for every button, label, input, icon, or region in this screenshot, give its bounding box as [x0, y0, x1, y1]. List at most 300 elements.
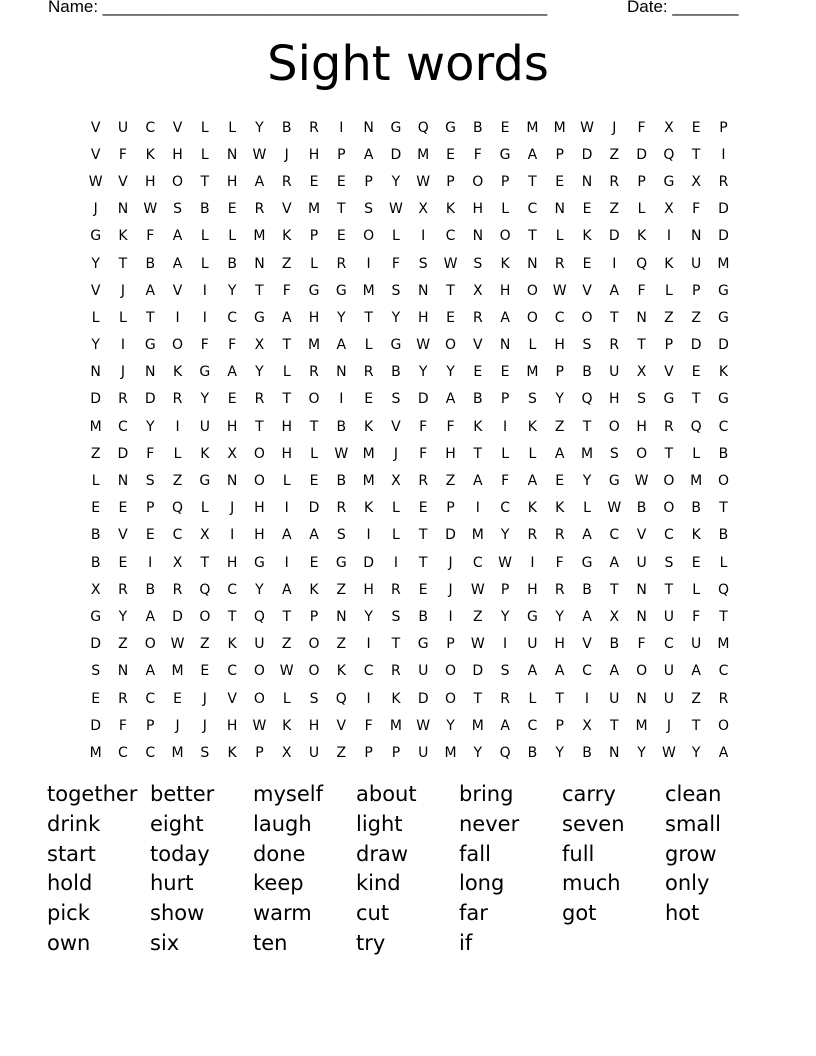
grid-letter[interactable]: P [146, 717, 155, 734]
grid-letter[interactable]: M [362, 282, 375, 299]
grid-letter[interactable]: G [199, 473, 211, 490]
grid-letter[interactable]: E [227, 391, 237, 408]
grid-letter[interactable]: G [254, 554, 265, 571]
grid-letter[interactable]: N [226, 473, 238, 490]
grid-letter[interactable]: D [144, 391, 156, 408]
grid-letter[interactable]: A [445, 391, 456, 408]
grid-letter[interactable]: L [282, 473, 291, 490]
grid-letter[interactable]: B [718, 527, 729, 544]
grid-letter[interactable]: W [143, 201, 158, 218]
grid-letter[interactable]: G [90, 608, 102, 625]
grid-letter[interactable]: T [391, 636, 401, 653]
grid-letter[interactable]: L [200, 500, 209, 517]
grid-letter[interactable]: K [445, 201, 456, 218]
grid-letter[interactable]: M [526, 364, 539, 381]
grid-letter[interactable]: J [120, 364, 126, 381]
grid-letter[interactable]: Y [255, 119, 264, 136]
grid-letter[interactable]: Z [200, 636, 210, 653]
grid-letter[interactable]: K [282, 228, 292, 245]
grid-letter[interactable]: B [227, 255, 237, 272]
grid-letter[interactable]: B [582, 364, 592, 381]
grid-letter[interactable]: Z [281, 255, 292, 272]
grid-letter[interactable]: Z [664, 309, 674, 326]
grid-letter[interactable]: L [583, 500, 591, 517]
grid-letter[interactable]: V [582, 282, 592, 299]
grid-letter[interactable]: W [661, 744, 676, 761]
grid-letter[interactable]: C [500, 500, 510, 517]
grid-letter[interactable]: Y [337, 309, 346, 326]
grid-letter[interactable]: W [252, 717, 267, 734]
grid-letter[interactable]: M [307, 201, 321, 218]
grid-letter[interactable]: O [444, 337, 457, 354]
grid-letter[interactable]: W [470, 636, 485, 653]
grid-letter[interactable]: E [582, 201, 592, 218]
grid-letter[interactable]: V [473, 337, 483, 354]
grid-letter[interactable]: S [418, 255, 428, 272]
grid-letter[interactable]: I [175, 418, 180, 435]
grid-letter[interactable]: N [363, 119, 374, 136]
grid-letter[interactable]: B [90, 554, 101, 571]
date-field[interactable]: Date: _______ [627, 0, 739, 16]
grid-letter[interactable]: S [173, 201, 182, 218]
grid-letter[interactable]: T [200, 173, 210, 190]
grid-letter[interactable]: W [634, 473, 649, 490]
grid-letter[interactable]: F [228, 337, 237, 354]
grid-letter[interactable]: I [284, 554, 289, 571]
grid-letter[interactable]: L [228, 119, 237, 136]
grid-letter[interactable]: L [692, 581, 701, 598]
grid-letter[interactable]: L [555, 228, 564, 245]
grid-letter[interactable]: D [90, 717, 102, 734]
grid-letter[interactable]: N [254, 255, 265, 272]
grid-letter[interactable]: Y [555, 391, 564, 408]
grid-letter[interactable]: X [609, 608, 620, 625]
grid-letter[interactable]: G [144, 337, 156, 354]
grid-letter[interactable]: W [388, 201, 403, 218]
grid-letter[interactable]: J [202, 717, 207, 734]
grid-letter[interactable]: N [336, 608, 347, 625]
grid-letter[interactable]: V [90, 119, 101, 136]
grid-letter[interactable]: T [255, 282, 264, 299]
grid-letter[interactable]: B [145, 581, 156, 598]
grid-letter[interactable]: T [473, 445, 483, 462]
grid-letter[interactable]: I [503, 636, 508, 653]
grid-letter[interactable]: F [446, 418, 455, 435]
grid-letter[interactable]: H [554, 337, 565, 354]
grid-letter[interactable]: E [418, 581, 428, 598]
grid-letter[interactable]: B [336, 418, 347, 435]
grid-letter[interactable]: W [252, 146, 267, 163]
grid-letter[interactable]: Z [336, 744, 347, 761]
grid-letter[interactable]: G [417, 636, 429, 653]
grid-letter[interactable]: D [90, 636, 102, 653]
grid-letter[interactable]: E [555, 173, 565, 190]
grid-letter[interactable]: T [664, 445, 674, 462]
grid-letter[interactable]: G [718, 282, 729, 299]
grid-letter[interactable]: I [202, 282, 207, 299]
grid-letter[interactable]: D [718, 228, 729, 245]
grid-letter[interactable]: Y [446, 717, 455, 734]
grid-letter[interactable]: A [609, 663, 620, 680]
grid-letter[interactable]: Y [391, 173, 401, 190]
grid-letter[interactable]: A [691, 663, 701, 680]
grid-letter[interactable]: O [663, 473, 675, 490]
grid-letter[interactable]: M [389, 717, 402, 734]
grid-letter[interactable]: C [663, 527, 674, 544]
grid-letter[interactable]: H [254, 500, 265, 517]
grid-letter[interactable]: K [664, 255, 674, 272]
grid-letter[interactable]: H [417, 309, 429, 326]
grid-letter[interactable]: Q [253, 608, 265, 625]
grid-letter[interactable]: C [145, 690, 156, 707]
grid-letter[interactable]: T [473, 690, 483, 707]
grid-letter[interactable]: Q [417, 119, 429, 136]
grid-letter[interactable]: K [582, 228, 592, 245]
grid-letter[interactable]: N [636, 690, 647, 707]
grid-letter[interactable]: I [284, 500, 289, 517]
grid-letter[interactable]: E [446, 146, 455, 163]
grid-letter[interactable]: D [608, 228, 620, 245]
grid-letter[interactable]: W [580, 119, 594, 136]
grid-letter[interactable]: V [664, 364, 674, 381]
grid-letter[interactable]: I [366, 690, 371, 707]
grid-letter[interactable]: G [390, 337, 402, 354]
grid-letter[interactable]: H [172, 146, 183, 163]
grid-letter[interactable]: C [445, 228, 456, 245]
grid-letter[interactable]: Y [255, 581, 264, 598]
grid-letter[interactable]: M [471, 527, 484, 544]
grid-letter[interactable]: Z [554, 418, 565, 435]
grid-letter[interactable]: N [417, 282, 429, 299]
grid-letter[interactable]: N [117, 663, 129, 680]
grid-letter[interactable]: V [281, 201, 292, 218]
grid-letter[interactable]: B [200, 201, 210, 218]
grid-letter[interactable]: T [227, 608, 237, 625]
grid-letter[interactable]: A [363, 146, 374, 163]
grid-letter[interactable]: A [554, 663, 565, 680]
grid-letter[interactable]: E [200, 663, 210, 680]
grid-letter[interactable]: N [636, 309, 647, 326]
grid-letter[interactable]: N [117, 201, 129, 218]
grid-letter[interactable]: P [500, 173, 510, 190]
grid-letter[interactable]: S [664, 554, 674, 571]
grid-letter[interactable]: B [582, 581, 592, 598]
grid-letter[interactable]: C [472, 554, 483, 571]
grid-letter[interactable]: A [527, 473, 538, 490]
grid-letter[interactable]: Y [91, 255, 100, 272]
grid-letter[interactable]: P [555, 146, 564, 163]
grid-letter[interactable]: G [718, 391, 729, 408]
grid-letter[interactable]: J [448, 581, 453, 598]
grid-letter[interactable]: E [118, 500, 128, 517]
grid-letter[interactable]: V [90, 282, 101, 299]
grid-letter[interactable]: E [555, 473, 565, 490]
grid-letter[interactable]: I [339, 119, 344, 136]
grid-letter[interactable]: H [308, 146, 320, 163]
grid-letter[interactable]: Q [690, 418, 702, 435]
grid-letter[interactable]: T [691, 146, 701, 163]
grid-letter[interactable]: K [336, 663, 346, 680]
grid-letter[interactable]: L [173, 445, 182, 462]
grid-letter[interactable]: V [227, 690, 237, 707]
grid-letter[interactable]: H [226, 717, 238, 734]
grid-letter[interactable]: F [637, 636, 646, 653]
grid-letter[interactable]: O [636, 663, 648, 680]
grid-letter[interactable]: S [527, 391, 537, 408]
grid-letter[interactable]: M [362, 445, 375, 462]
grid-letter[interactable]: T [528, 173, 537, 190]
grid-letter[interactable]: O [199, 608, 211, 625]
grid-letter[interactable]: F [118, 146, 127, 163]
grid-letter[interactable]: H [554, 636, 565, 653]
grid-letter[interactable]: F [555, 554, 564, 571]
grid-letter[interactable]: J [284, 146, 289, 163]
grid-letter[interactable]: K [636, 228, 647, 245]
grid-letter[interactable]: A [281, 581, 292, 598]
grid-letter[interactable]: M [307, 337, 321, 354]
grid-letter[interactable]: E [582, 255, 592, 272]
grid-letter[interactable]: N [472, 228, 484, 245]
grid-letter[interactable]: C [718, 663, 729, 680]
grid-letter[interactable]: R [363, 364, 374, 381]
grid-letter[interactable]: G [308, 282, 320, 299]
grid-letter[interactable]: E [473, 364, 483, 381]
grid-letter[interactable]: C [527, 201, 538, 218]
grid-letter[interactable]: S [637, 391, 647, 408]
grid-letter[interactable]: D [90, 391, 102, 408]
grid-letter[interactable]: G [718, 309, 729, 326]
grid-letter[interactable]: W [279, 663, 294, 680]
grid-letter[interactable]: T [528, 228, 537, 245]
grid-letter[interactable]: C [172, 527, 183, 544]
grid-letter[interactable]: X [281, 744, 292, 761]
grid-letter[interactable]: E [91, 500, 101, 517]
grid-letter[interactable]: P [691, 282, 701, 299]
grid-letter[interactable]: W [88, 173, 103, 190]
grid-letter[interactable]: H [308, 717, 320, 734]
grid-letter[interactable]: A [172, 255, 183, 272]
grid-letter[interactable]: L [719, 554, 728, 571]
grid-letter[interactable]: I [366, 255, 371, 272]
grid-letter[interactable]: F [692, 608, 701, 625]
grid-letter[interactable]: Y [145, 418, 155, 435]
grid-letter[interactable]: I [230, 527, 235, 544]
grid-letter[interactable]: G [254, 309, 265, 326]
grid-letter[interactable]: L [200, 228, 209, 245]
grid-letter[interactable]: R [472, 309, 483, 326]
grid-letter[interactable]: M [171, 744, 184, 761]
grid-letter[interactable]: I [666, 228, 671, 245]
grid-letter[interactable]: D [417, 391, 429, 408]
grid-letter[interactable]: P [391, 744, 401, 761]
grid-letter[interactable]: Z [336, 581, 347, 598]
grid-letter[interactable]: S [145, 473, 155, 490]
grid-letter[interactable]: P [500, 391, 510, 408]
grid-letter[interactable]: L [310, 445, 318, 462]
grid-letter[interactable]: G [526, 608, 538, 625]
grid-letter[interactable]: D [417, 690, 429, 707]
grid-letter[interactable]: C [663, 636, 674, 653]
grid-letter[interactable]: I [366, 636, 371, 653]
grid-letter[interactable]: O [663, 500, 675, 517]
grid-letter[interactable]: D [445, 527, 456, 544]
grid-letter[interactable]: N [145, 364, 156, 381]
grid-letter[interactable]: R [118, 690, 128, 707]
grid-letter[interactable]: G [663, 391, 675, 408]
grid-letter[interactable]: H [226, 173, 238, 190]
grid-letter[interactable]: M [526, 119, 539, 136]
grid-letter[interactable]: O [253, 473, 265, 490]
grid-letter[interactable]: J [666, 717, 671, 734]
grid-letter[interactable]: R [391, 663, 401, 680]
grid-letter[interactable]: E [173, 690, 182, 707]
grid-letter[interactable]: L [200, 119, 209, 136]
grid-letter[interactable]: N [581, 173, 593, 190]
grid-letter[interactable]: M [417, 146, 430, 163]
grid-letter[interactable]: D [718, 337, 729, 354]
grid-letter[interactable]: A [145, 282, 156, 299]
grid-letter[interactable]: O [308, 663, 320, 680]
grid-letter[interactable]: M [89, 744, 102, 761]
grid-letter[interactable]: J [175, 717, 180, 734]
grid-letter[interactable]: M [471, 717, 484, 734]
grid-letter[interactable]: K [500, 255, 510, 272]
grid-letter[interactable]: S [364, 201, 374, 218]
grid-letter[interactable]: E [500, 364, 510, 381]
grid-letter[interactable]: L [200, 146, 209, 163]
grid-letter[interactable]: G [608, 473, 620, 490]
grid-letter[interactable]: F [200, 337, 209, 354]
grid-letter[interactable]: V [172, 282, 183, 299]
grid-letter[interactable]: P [555, 717, 564, 734]
grid-letter[interactable]: L [200, 255, 209, 272]
grid-letter[interactable]: R [554, 255, 565, 272]
grid-letter[interactable]: O [253, 663, 265, 680]
grid-letter[interactable]: K [309, 581, 319, 598]
grid-letter[interactable]: M [253, 228, 266, 245]
grid-letter[interactable]: T [664, 581, 674, 598]
grid-letter[interactable]: N [117, 473, 129, 490]
grid-letter[interactable]: H [254, 527, 265, 544]
grid-letter[interactable]: P [364, 173, 373, 190]
grid-letter[interactable]: E [418, 500, 428, 517]
grid-letter[interactable]: L [664, 282, 673, 299]
grid-letter[interactable]: H [144, 173, 156, 190]
grid-letter[interactable]: D [472, 663, 484, 680]
grid-letter[interactable]: Q [636, 255, 648, 272]
grid-letter[interactable]: H [472, 201, 484, 218]
grid-letter[interactable]: S [609, 445, 619, 462]
grid-letter[interactable]: B [281, 119, 292, 136]
grid-letter[interactable]: E [309, 173, 319, 190]
grid-letter[interactable]: E [309, 554, 319, 571]
grid-letter[interactable]: Y [500, 527, 510, 544]
grid-letter[interactable]: R [527, 527, 538, 544]
grid-letter[interactable]: A [554, 445, 565, 462]
grid-letter[interactable]: Y [118, 608, 128, 625]
grid-letter[interactable]: J [120, 282, 126, 299]
grid-letter[interactable]: O [472, 173, 484, 190]
grid-letter[interactable]: O [717, 473, 729, 490]
grid-letter[interactable]: C [582, 663, 592, 680]
grid-letter[interactable]: S [391, 282, 401, 299]
grid-letter[interactable]: K [527, 418, 537, 435]
grid-letter[interactable]: V [172, 119, 183, 136]
grid-letter[interactable]: H [445, 445, 456, 462]
grid-letter[interactable]: Y [555, 744, 564, 761]
grid-letter[interactable]: L [392, 500, 400, 517]
grid-letter[interactable]: W [170, 636, 185, 653]
grid-letter[interactable]: K [118, 228, 128, 245]
grid-letter[interactable]: W [443, 255, 458, 272]
grid-letter[interactable]: G [499, 146, 511, 163]
grid-letter[interactable]: C [609, 527, 620, 544]
grid-letter[interactable]: G [445, 119, 456, 136]
grid-letter[interactable]: B [691, 500, 701, 517]
grid-letter[interactable]: N [609, 744, 620, 761]
grid-letter[interactable]: O [608, 418, 620, 435]
grid-letter[interactable]: J [230, 500, 235, 517]
grid-letter[interactable]: Z [473, 608, 483, 625]
grid-letter[interactable]: E [446, 309, 455, 326]
grid-letter[interactable]: A [227, 364, 237, 381]
grid-letter[interactable]: C [118, 418, 128, 435]
grid-letter[interactable]: A [527, 663, 538, 680]
grid-letter[interactable]: O [253, 445, 265, 462]
grid-letter[interactable]: Y [446, 364, 455, 381]
grid-letter[interactable]: T [364, 309, 373, 326]
grid-letter[interactable]: H [226, 554, 238, 571]
grid-letter[interactable]: R [172, 391, 183, 408]
grid-letter[interactable]: J [612, 119, 617, 136]
grid-letter[interactable]: U [663, 608, 674, 625]
grid-letter[interactable]: N [554, 201, 565, 218]
grid-letter[interactable]: X [473, 282, 483, 299]
grid-letter[interactable]: K [172, 364, 183, 381]
grid-letter[interactable]: F [146, 228, 155, 245]
grid-letter[interactable]: L [119, 309, 127, 326]
name-field[interactable]: Name: _______________________________________________ [48, 0, 548, 16]
grid-letter[interactable]: G [335, 282, 347, 299]
grid-letter[interactable]: L [364, 337, 373, 354]
grid-letter[interactable]: R [254, 391, 265, 408]
grid-letter[interactable]: R [172, 581, 183, 598]
grid-letter[interactable]: V [636, 527, 647, 544]
grid-letter[interactable]: D [117, 445, 129, 462]
grid-letter[interactable]: G [199, 364, 211, 381]
grid-letter[interactable]: Y [691, 744, 701, 761]
grid-letter[interactable]: Z [445, 473, 456, 490]
grid-letter[interactable]: E [309, 473, 319, 490]
grid-letter[interactable]: X [582, 717, 592, 734]
grid-letter[interactable]: R [718, 690, 729, 707]
grid-letter[interactable]: Q [717, 581, 729, 598]
grid-letter[interactable]: Q [581, 391, 593, 408]
grid-letter[interactable]: M [635, 717, 648, 734]
grid-letter[interactable]: K [145, 146, 155, 163]
grid-letter[interactable]: L [392, 228, 400, 245]
grid-letter[interactable]: N [336, 364, 347, 381]
grid-letter[interactable]: X [172, 554, 183, 571]
grid-letter[interactable]: K [364, 418, 374, 435]
grid-letter[interactable]: A [609, 282, 620, 299]
grid-letter[interactable]: N [527, 255, 538, 272]
grid-letter[interactable]: Z [336, 636, 347, 653]
grid-letter[interactable]: R [336, 255, 347, 272]
grid-letter[interactable]: C [145, 744, 156, 761]
grid-letter[interactable]: Q [172, 500, 184, 517]
grid-letter[interactable]: R [664, 418, 674, 435]
